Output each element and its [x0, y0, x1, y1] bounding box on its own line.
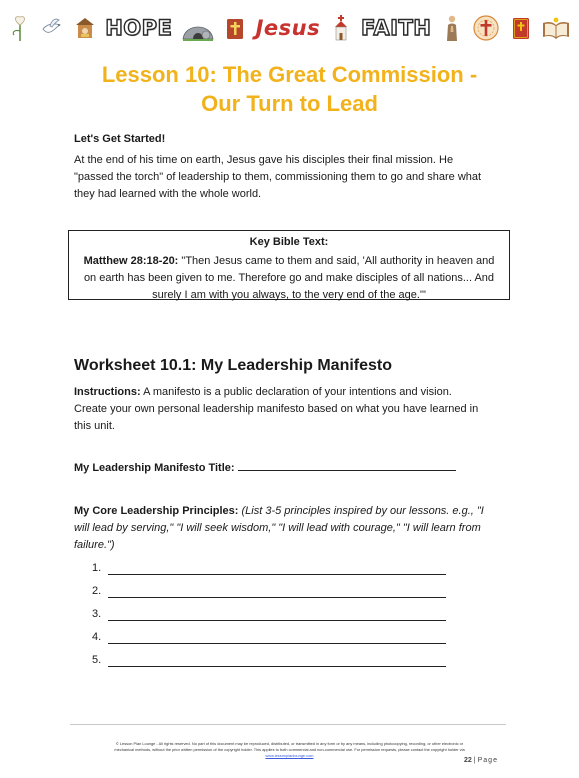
core-principles-hint: will lead by serving," "I will seek wisdom," "I will lead with courage," "I will learn from — [74, 522, 481, 534]
lily-icon — [8, 13, 32, 43]
instructions-text: Create your own personal leadership manifesto based on what you have learned in — [74, 403, 479, 415]
manifesto-title-field[interactable] — [238, 459, 456, 471]
cross-emblem-icon — [472, 13, 500, 43]
principle-row — [92, 653, 446, 667]
intro-line: At the end of his time on earth, Jesus gave his disciples their final mission. He — [74, 154, 454, 166]
principle-number: 2. — [92, 585, 102, 597]
principle-number: 5. — [92, 654, 102, 666]
page-label: Page — [477, 757, 498, 764]
instructions-text: A manifesto is a public declaration of your intentions and vision. — [140, 386, 452, 398]
manifesto-title-label: My Leadership Manifesto Title: — [74, 462, 235, 474]
core-principles-label: My Core Leadership Principles: — [74, 505, 239, 517]
praying-figure-icon — [440, 13, 464, 43]
cross-bible-icon — [223, 13, 247, 43]
footer-divider — [70, 724, 506, 725]
copyright-line: © Lesson Plan Lounge - All rights reserved. No part of this document may be reproduced, distributed, or transmitted in any form or by any means, including photocopying, recording, or other electronic or — [115, 741, 464, 746]
key-bible-text-title: Key Bible Text: — [249, 236, 329, 248]
key-bible-text-body — [69, 253, 509, 304]
hope-word-art: HOPE — [105, 16, 173, 40]
verse-text: "Then Jesus came to them and said, 'All authority in heaven and — [178, 255, 495, 267]
church-icon — [329, 13, 353, 43]
principle-row — [92, 584, 446, 598]
principle-answer-line[interactable] — [108, 562, 446, 575]
principle-number: 3. — [92, 608, 102, 620]
instructions-text: this unit. — [74, 420, 115, 432]
lesson-title-line1: Lesson 10: The Great Commission - — [101, 62, 478, 87]
principle-number: 1. — [92, 562, 102, 574]
lesson-title-line2: Our Turn to Lead — [201, 91, 378, 116]
principle-row — [92, 561, 446, 575]
copyright-notice — [74, 741, 505, 759]
key-bible-text-box — [68, 230, 510, 300]
principle-row — [92, 607, 446, 621]
jesus-word-art: Jesus — [255, 16, 321, 40]
principle-answer-line[interactable] — [108, 585, 446, 598]
principle-answer-line[interactable] — [108, 631, 446, 644]
page-number: 22 | Page — [464, 757, 498, 764]
intro-line: they had learned with the whole world. — [74, 188, 262, 200]
intro-heading: Let's Get Started! — [74, 133, 166, 145]
manger-icon — [73, 13, 97, 43]
bible-icon — [509, 13, 533, 43]
principle-number: 4. — [92, 631, 102, 643]
header-banner — [8, 8, 571, 48]
website-link[interactable]: www.lessonplanlounge.com — [265, 753, 314, 758]
verse-reference: Matthew 28:18-20: — [83, 255, 179, 267]
verse-text: on earth has been given to me. Therefore go and make disciples of all nations... And — [83, 272, 495, 284]
lesson-title — [40, 60, 539, 118]
dove-icon — [40, 13, 64, 43]
principle-answer-line[interactable] — [108, 608, 446, 621]
manifesto-title-row — [74, 459, 514, 477]
open-bible-icon — [541, 13, 571, 43]
faith-word-art: FAITH — [360, 16, 432, 40]
intro-line: "passed the torch" of leadership to them, commissioning them to go and share what — [74, 171, 482, 183]
principle-row — [92, 630, 446, 644]
principle-answer-line[interactable] — [108, 654, 446, 667]
cave-tomb-icon — [181, 13, 215, 43]
page-number-value: 22 — [464, 757, 472, 764]
core-principles-hint: failure.") — [74, 539, 115, 551]
core-principles-hint: (List 3-5 principles inspired by our lessons. e.g., "I — [238, 505, 484, 517]
copyright-line: mechanical methods, without the prior written permission of the copyright holder. This applies to both commercial and non-commercial use. For permission requests, please contact the copyright holder via — [114, 747, 465, 752]
intro-paragraph — [74, 152, 514, 203]
worksheet-title: Worksheet 10.1: My Leadership Manifesto — [74, 357, 393, 374]
worksheet-instructions — [74, 384, 514, 435]
verse-text: surely I am with you always, to the very end of the age.'" — [152, 289, 426, 301]
instructions-label: Instructions: — [74, 386, 141, 398]
core-principles-prompt — [74, 503, 519, 554]
